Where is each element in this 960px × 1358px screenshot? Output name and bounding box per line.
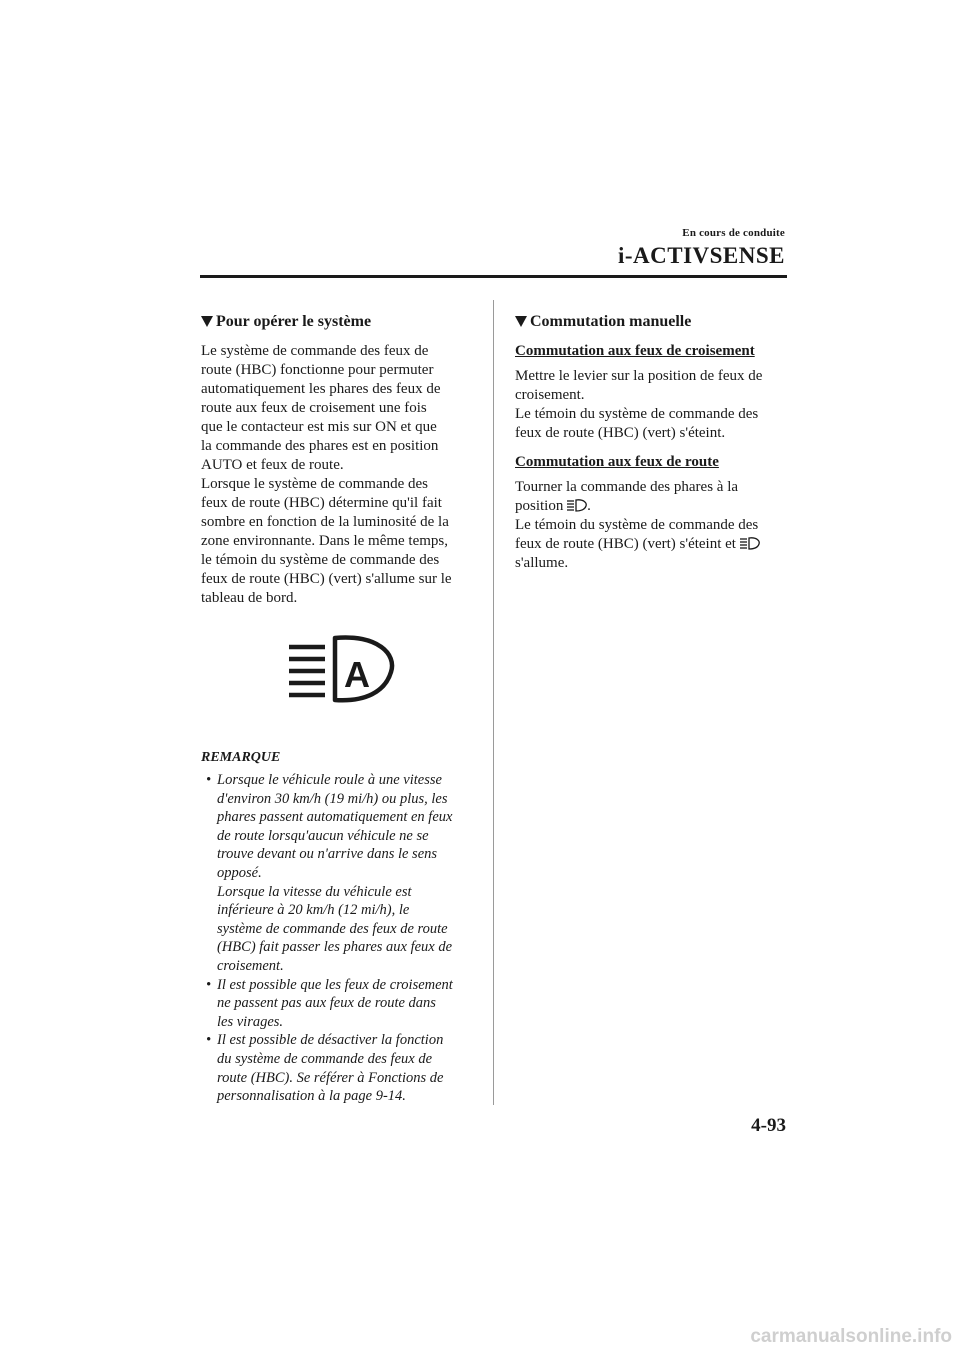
svg-text:A: A [344, 654, 370, 695]
para-line: feux de route (HBC) (vert) s'allume sur le [201, 571, 452, 587]
para-line: feux de route (HBC) détermine qu'il fait [201, 495, 442, 511]
remark-line: (HBC) fait passer les phares aux feux de [217, 939, 453, 956]
remark-line: système de commande des feux de route [217, 920, 448, 937]
para-line: la commande des phares est en position [201, 438, 439, 454]
para-text: position [515, 498, 564, 514]
remark-line: Lorsque le véhicule roule à une vitesse [217, 772, 442, 788]
section-title: i-ACTIVSENSE [617, 243, 785, 268]
left-heading-text: Pour opérer le système [216, 313, 372, 330]
right-heading-text: Commutation manuelle [530, 313, 692, 330]
bullet-icon: • [206, 1032, 212, 1049]
remark-line: route (HBC). Se référer à Fonctions de [217, 1069, 444, 1086]
remark-line: trouve devant ou n'arrive dans le sens [217, 846, 438, 863]
para-text: feux de route (HBC) (vert) s'éteint et [515, 536, 736, 552]
high-beam-icon [740, 537, 760, 550]
remark-line: personnalisation à la page 9-14. [217, 1088, 406, 1105]
para-line [515, 535, 785, 554]
remark-line: opposé. [217, 864, 262, 881]
para-line: feux de route (HBC) (vert) s'éteint. [515, 425, 726, 441]
left-paragraph [201, 342, 476, 608]
triangle-marker-icon [515, 316, 527, 327]
para-line: croisement. [515, 387, 585, 403]
para-line: Tourner la commande des phares à la [515, 479, 739, 495]
para-line: que le contacteur est mis sur ON et que [201, 419, 437, 435]
chapter-label: En cours de conduite [682, 227, 785, 239]
para-line: Mettre le levier sur la position de feux de [515, 368, 763, 384]
remark-line: du système de commande des feux de [217, 1050, 433, 1067]
watermark: carmanualsonline.info [750, 1326, 952, 1347]
bullet-icon: • [206, 772, 212, 788]
para-line: Le témoin du système de commande des [515, 406, 759, 422]
triangle-marker-icon [201, 316, 213, 327]
remark-line: ne passent pas aux feux de route dans [217, 995, 436, 1012]
auto-high-beam-indicator-icon [287, 632, 397, 707]
para-line: sombre en fonction de la luminosité de la [201, 514, 449, 530]
remark-line: inférieure à 20 km/h (12 mi/h), le [217, 902, 410, 919]
remark-line: phares passent automatiquement en feux [217, 809, 453, 826]
remark-title: REMARQUE [201, 750, 281, 765]
remark-item [201, 771, 481, 976]
left-column [201, 312, 476, 608]
right-column [515, 312, 785, 573]
para-line: Lorsque le système de commande des [201, 476, 429, 492]
low-beam-paragraph [515, 367, 785, 443]
remark-item [201, 976, 481, 1032]
para-line: Le système de commande des feux de [201, 343, 429, 359]
para-line: route (HBC) fonctionne pour permuter [201, 362, 434, 378]
remark-line: Il est possible que les feux de croisement [217, 976, 453, 993]
page-number: 4-93 [751, 1115, 786, 1136]
para-text: . [587, 498, 591, 514]
para-line [515, 497, 785, 516]
remark-line: Lorsque la vitesse du véhicule est [217, 883, 412, 900]
remark-line: de route lorsqu'aucun véhicule ne se [217, 827, 429, 844]
high-beam-icon [567, 499, 587, 512]
remark-item [201, 1031, 481, 1105]
right-heading [515, 312, 785, 331]
remark-line: les virages. [217, 1013, 284, 1030]
header-rule [200, 275, 787, 278]
para-line: Le témoin du système de commande des [515, 517, 759, 533]
column-divider [493, 300, 494, 1105]
remark-line: Il est possible de désactiver la fonction [217, 1032, 444, 1049]
low-beam-subheading: Commutation aux feux de croisement [515, 343, 755, 359]
left-heading [201, 312, 476, 331]
remark-line: d'environ 30 km/h (19 mi/h) ou plus, les [217, 790, 448, 807]
high-beam-paragraph [515, 478, 785, 573]
para-line: automatiquement les phares des feux de [201, 381, 441, 397]
para-line: s'allume. [515, 555, 569, 571]
para-line: tableau de bord. [201, 590, 298, 606]
para-line: route aux feux de croisement une fois [201, 400, 427, 416]
para-line: zone environnante. Dans le même temps, [201, 533, 449, 549]
para-line: AUTO et feux de route. [201, 457, 344, 473]
remark-line: croisement. [217, 957, 284, 974]
high-beam-subheading: Commutation aux feux de route [515, 454, 719, 470]
para-line: le témoin du système de commande des [201, 552, 440, 568]
remark-list [201, 771, 481, 1106]
bullet-icon: • [206, 976, 212, 993]
